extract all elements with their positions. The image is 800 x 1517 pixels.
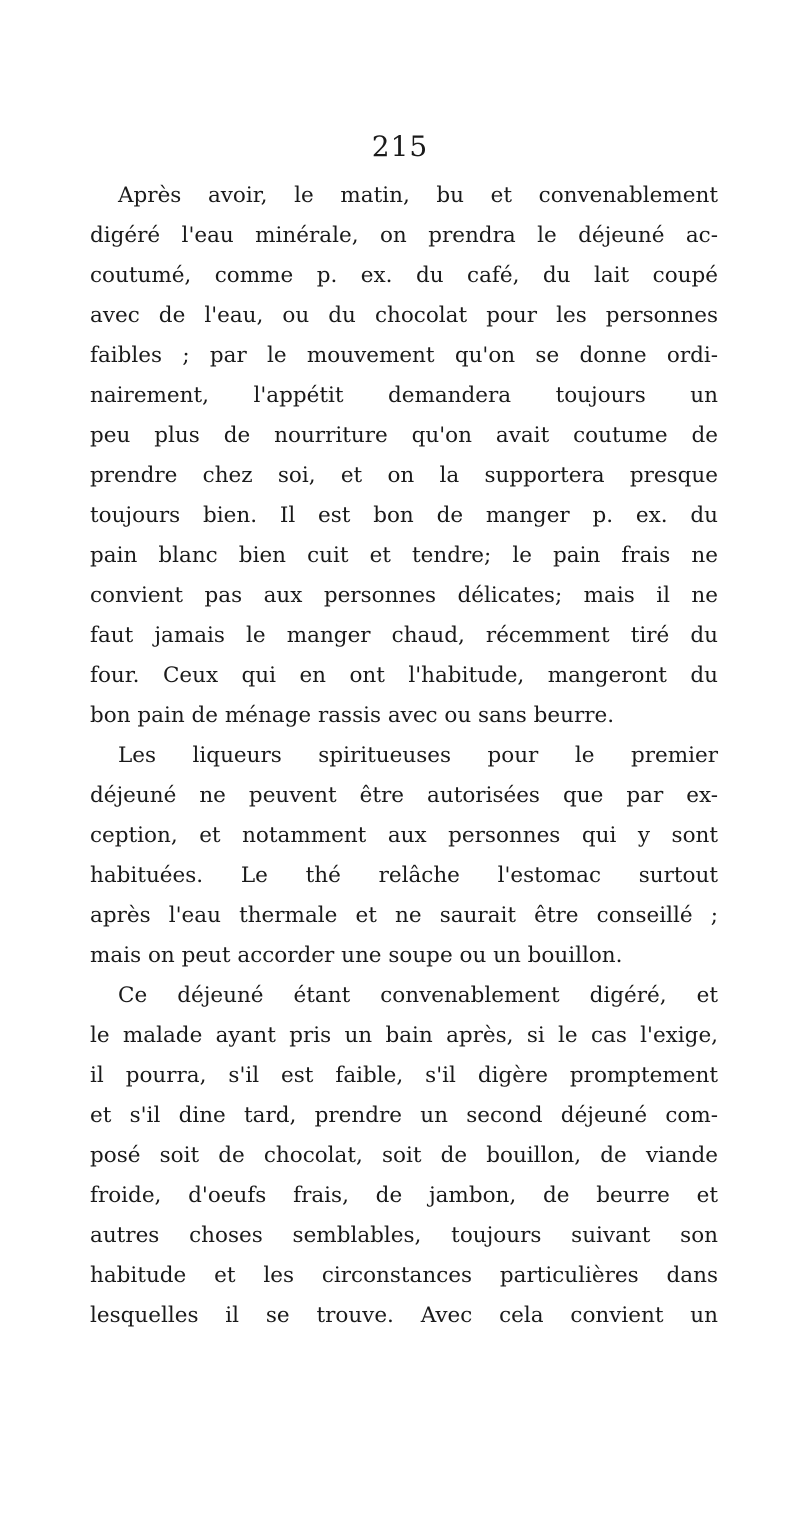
text-line: pain blanc bien cuit et tendre; le pain frais ne [90,543,718,568]
text-line: nairement, l'appétit demandera toujours un [90,383,718,408]
text-line: Les liqueurs spiritueuses pour le premier [118,743,718,768]
text-line: lesquelles il se trouve. Avec cela convient un [90,1303,718,1328]
text-line: bon pain de ménage rassis avec ou sans beurre. [90,703,615,728]
text-line: froide, d'oeufs frais, de jambon, de beurre et [90,1183,718,1208]
text-line: convient pas aux personnes délicates; mais il ne [90,583,718,608]
text-line: Après avoir, le matin, bu et convenablement [118,183,718,208]
text-line: le malade ayant pris un bain après, si le cas l'exige, [90,1023,718,1048]
text-line: il pourra, s'il est faible, s'il digère promptement [90,1063,718,1088]
text-line: habituées. Le thé relâche l'estomac surtout [90,863,718,888]
text-line: digéré l'eau minérale, on prendra le déjeuné ac- [90,223,718,248]
text-line: peu plus de nourriture qu'on avait coutume de [90,423,718,448]
text-line: autres choses semblables, toujours suivant son [90,1223,718,1248]
text-line: ception, et notamment aux personnes qui y sont [90,823,718,848]
text-line: Ce déjeuné étant convenablement digéré, et [118,983,718,1008]
body-text [90,176,718,1336]
text-line: déjeuné ne peuvent être autorisées que par ex- [90,783,718,808]
text-line: coutumé, comme p. ex. du café, du lait coupé [90,263,718,288]
text-line: avec de l'eau, ou du chocolat pour les personnes [90,303,718,328]
text-line: et s'il dine tard, prendre un second déjeuné com- [90,1103,718,1128]
text-line: faibles ; par le mouvement qu'on se donne ordi- [90,343,718,368]
text-line: après l'eau thermale et ne saurait être conseillé ; [90,903,718,928]
text-line: toujours bien. Il est bon de manger p. ex. du [90,503,718,528]
text-line: four. Ceux qui en ont l'habitude, mangeront du [90,663,718,688]
text-line: mais on peut accorder une soupe ou un bouillon. [90,943,623,968]
text-line: habitude et les circonstances particulières dans [90,1263,718,1288]
text-line: prendre chez soi, et on la supportera presque [90,463,718,488]
text-line: posé soit de chocolat, soit de bouillon, de viande [90,1143,718,1168]
text-line: faut jamais le manger chaud, récemment tiré du [90,623,718,648]
page-number: 215 [371,130,429,163]
